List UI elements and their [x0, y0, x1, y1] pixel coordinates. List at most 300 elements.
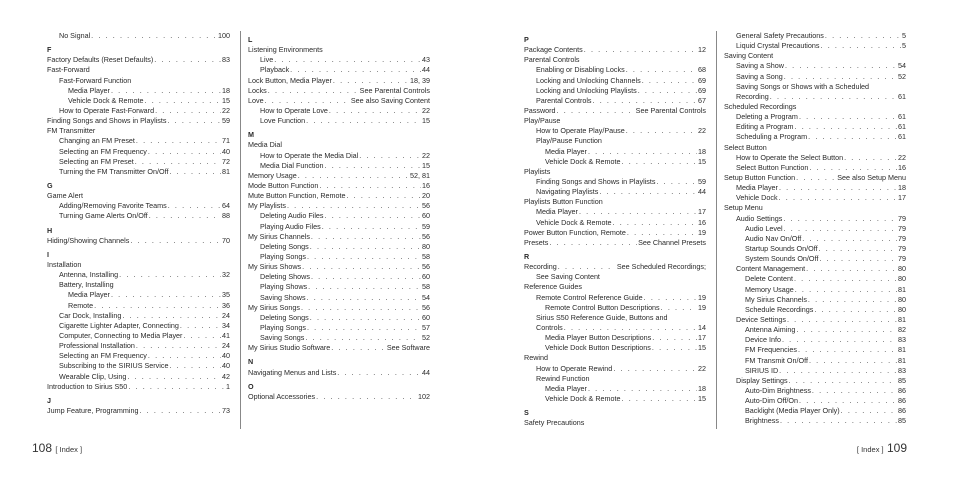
index-entry-term: How to Operate the Media Dial	[260, 150, 359, 160]
index-entry-term: Introduction to Sirius S50	[47, 381, 128, 391]
index-entry-page-ref: 40	[222, 361, 230, 371]
index-dot-leader	[787, 315, 897, 325]
index-dot-leader	[784, 224, 897, 234]
index-entry-term: Playback	[260, 65, 290, 75]
index-letter-heading: L	[248, 35, 253, 44]
index-entry	[724, 274, 906, 284]
index-entry-term: Select Button	[724, 142, 767, 152]
index-letter-heading: P	[524, 35, 529, 44]
index-entry-page-ref: 17	[698, 333, 706, 343]
index-dot-leader	[783, 214, 897, 224]
index-dot-leader	[139, 406, 221, 416]
index-entry	[524, 157, 706, 167]
index-entry-page-ref: 15	[698, 393, 706, 403]
index-entry-term: My Sirius Songs	[248, 302, 300, 312]
index-entry-page-ref: 22	[422, 150, 430, 160]
index-entry-term: Backlight (Media Player Only)	[745, 406, 840, 416]
index-entry	[47, 157, 230, 167]
index-dot-leader	[136, 341, 221, 351]
index-entry	[248, 116, 430, 126]
index-letter-heading: G	[47, 180, 53, 190]
index-dot-leader	[155, 106, 221, 116]
index-entry	[47, 260, 230, 270]
index-entry-page-ref: 18, 39	[410, 75, 430, 85]
index-dot-leader	[613, 364, 697, 374]
index-entry-page-ref: 58	[422, 282, 430, 292]
index-entry-page-ref: See also Saving Content	[350, 95, 430, 105]
index-entry	[524, 313, 706, 323]
index-entry-term: Computer, Connecting to Media Player	[59, 330, 183, 340]
index-dot-leader	[779, 193, 897, 203]
index-letter-heading: M	[248, 130, 254, 140]
index-dot-leader	[319, 181, 421, 191]
index-entry-term: Safety Precautions	[524, 418, 585, 428]
index-entry-term: Saving Content	[724, 51, 774, 61]
index-entry-term: Media Player	[68, 290, 110, 300]
index-entry-page-ref: 59	[698, 176, 706, 186]
index-entry-term: Deleting Shows	[260, 272, 310, 282]
right-page-footer	[857, 441, 907, 455]
index-entry	[724, 356, 906, 366]
index-entry-term: FM Transmitter	[47, 126, 96, 136]
index-dot-leader	[122, 311, 221, 321]
index-entry-page-ref: 44	[698, 187, 706, 197]
index-entry	[524, 167, 706, 177]
index-entry	[248, 222, 430, 232]
index-entry	[524, 343, 706, 353]
index-entry-term: Love	[248, 95, 264, 105]
index-entry-term: Media Dial	[248, 140, 282, 150]
index-entry-page-ref: 19	[698, 292, 706, 302]
index-entry-page-ref: 69	[698, 85, 706, 95]
index-entry	[524, 45, 706, 55]
index-entry-page-ref: 56	[422, 302, 430, 312]
index-dot-leader	[557, 106, 635, 116]
index-entry-page-ref: 82	[898, 325, 906, 335]
index-entry	[47, 301, 230, 311]
index-dot-leader	[622, 157, 697, 167]
index-dot-leader	[316, 392, 417, 402]
index-entry	[724, 72, 906, 82]
index-dot-leader	[808, 132, 897, 142]
index-entry-term: Adding/Removing Favorite Teams	[59, 201, 167, 211]
index-entry-page-ref: 79	[898, 233, 906, 243]
index-entry-page-ref: 58	[422, 251, 430, 261]
index-entry-term: Auto-Dim Brightness	[745, 385, 811, 395]
index-entry-term: Play/Pause Function	[536, 136, 602, 146]
index-entry-term: Fast-Forward	[47, 65, 90, 75]
index-entry	[724, 92, 906, 102]
index-entry	[47, 290, 230, 300]
index-entry-page-ref: 81	[898, 314, 906, 324]
index-dot-leader	[128, 382, 225, 392]
index-dot-leader	[169, 167, 221, 177]
index-entry-page-ref: 86	[898, 396, 906, 406]
index-entry-term: Device Settings	[736, 314, 786, 324]
index-entry-term: Parental Controls	[524, 55, 580, 65]
index-dot-leader	[333, 76, 409, 86]
index-entry	[524, 136, 706, 146]
index-entry	[524, 207, 706, 217]
index-entry	[524, 96, 706, 106]
index-dot-leader	[149, 211, 221, 221]
index-entry-page-ref: 22	[222, 105, 230, 115]
index-dot-leader	[789, 376, 897, 386]
index-dot-leader	[661, 303, 697, 313]
index-entry	[724, 396, 906, 406]
index-entry	[47, 167, 230, 177]
index-entry-term: Mute Button Function, Remote	[248, 191, 346, 201]
index-dot-leader	[111, 86, 221, 96]
index-dot-leader	[268, 86, 359, 96]
index-dot-leader	[307, 323, 421, 333]
index-entry-term: Recording	[524, 262, 557, 272]
index-entry-term: No Signal	[59, 31, 91, 40]
index-entry-page-ref: 56	[422, 201, 430, 211]
index-entry-term: Turning Game Alerts On/Off	[59, 211, 148, 221]
index-entry-term: Locking and Unlocking Channels	[536, 75, 641, 85]
index-dot-leader	[821, 41, 902, 51]
index-dot-leader	[799, 396, 897, 406]
index-entry	[724, 51, 906, 61]
index-entry-page-ref: See Parental Controls	[635, 105, 706, 115]
index-dot-leader	[779, 183, 897, 193]
index-dot-leader	[795, 285, 897, 295]
index-entry-term: Listening Environments	[248, 45, 323, 55]
index-entry-page-ref: 15	[422, 116, 430, 126]
index-entry-page-ref: 79	[898, 243, 906, 253]
index-entry-page-ref: 40	[222, 351, 230, 361]
index-letter-heading: I	[47, 249, 49, 259]
index-entry	[724, 112, 906, 122]
index-entry	[524, 418, 706, 428]
index-entry	[248, 65, 430, 75]
index-entry-page-ref: 44	[422, 65, 430, 75]
index-entry-term: Subscribing to the SIRIUS Service	[59, 361, 169, 371]
index-dot-leader	[169, 361, 221, 371]
index-dot-leader	[301, 303, 421, 313]
index-dot-leader	[329, 106, 421, 116]
left-page-number: 108	[32, 441, 53, 455]
index-entry-term: Navigating Menus and Lists	[248, 367, 337, 377]
index-entry-page-ref: 54	[422, 292, 430, 302]
index-entry-term: FM Frequencies	[745, 345, 797, 355]
index-entry-term: Fast-Forward Function	[59, 75, 132, 85]
index-entry-page-ref: 19	[698, 227, 706, 237]
index-dot-leader	[154, 55, 221, 65]
index-entry-page-ref: 69	[698, 75, 706, 85]
index-entry-page-ref: 18	[222, 85, 230, 95]
index-entry-page-ref: 18	[698, 383, 706, 393]
index-entry-page-ref: 22	[698, 126, 706, 136]
index-entry-page-ref: 83	[898, 335, 906, 345]
index-entry	[524, 364, 706, 374]
index-dot-leader	[265, 96, 350, 106]
index-entry-page-ref: 81	[222, 166, 230, 176]
index-entry-page-ref: 61	[898, 122, 906, 132]
index-entry-term: Game Alert	[47, 191, 83, 201]
index-entry-term: Cigarette Lighter Adapter, Connecting	[59, 320, 179, 330]
index-entry-term: My Playlists	[248, 201, 286, 211]
index-entry-term: Liquid Crystal Precautions	[736, 41, 820, 51]
index-entry-term: Scheduled Recordings	[724, 101, 797, 111]
index-entry	[724, 386, 906, 396]
index-letter-heading: J	[47, 395, 51, 405]
index-entry	[724, 315, 906, 325]
index-entry	[724, 193, 906, 203]
index-entry	[724, 61, 906, 71]
index-letter-heading: N	[248, 357, 254, 367]
index-entry	[524, 323, 706, 333]
index-entry-term: Installation	[47, 259, 82, 269]
index-entry-term: Brightness	[745, 416, 779, 426]
index-entry-page-ref: 80	[422, 241, 430, 251]
index-dot-leader	[599, 187, 697, 197]
index-dot-leader	[148, 147, 221, 157]
index-entry-page-ref: 40	[222, 146, 230, 156]
index-entry-term: Rewind	[524, 353, 548, 363]
index-entry-term: Navigating Playlists	[536, 187, 599, 197]
index-entry-term: Antenna, Installing	[59, 270, 119, 280]
index-entry-page-ref: 15	[222, 95, 230, 105]
index-dot-leader	[644, 293, 697, 303]
index-entry-term: Play/Pause	[524, 116, 561, 126]
index-entry-term: Deleting Songs	[260, 312, 309, 322]
index-entry-page-ref: 18	[898, 183, 906, 193]
index-entry	[248, 242, 430, 252]
index-dot-leader	[809, 356, 897, 366]
index-dot-leader	[799, 112, 897, 122]
index-entry	[47, 382, 230, 392]
index-entry	[248, 333, 430, 343]
index-entry-term: Live	[260, 55, 274, 65]
index-entry-term: How to Operate Rewind	[536, 363, 613, 373]
index-entry	[248, 368, 430, 378]
index-dot-leader	[308, 282, 421, 292]
index-letter-heading: R	[524, 251, 530, 261]
index-entry-term: Remote	[68, 300, 94, 310]
right-page-number: 109	[886, 441, 907, 455]
index-entry-term: Package Contents	[524, 45, 583, 55]
index-dot-leader	[322, 222, 421, 232]
index-entry-page-ref: 79	[898, 254, 906, 264]
index-entry	[724, 183, 906, 193]
index-entry-page-ref: 56	[422, 231, 430, 241]
index-entry-term: How to Operate Play/Pause	[536, 126, 625, 136]
index-entry-term: Playlists	[524, 166, 551, 176]
index-entry-term: Antenna Aiming	[745, 325, 796, 335]
index-entry-page-ref: 100	[218, 31, 230, 40]
index-entry-page-ref: 86	[898, 385, 906, 395]
index-entry-page-ref: 20	[422, 191, 430, 201]
index-entry-term: Vehicle Dock & Remote	[545, 156, 621, 166]
index-entry-page-ref: 64	[222, 201, 230, 211]
index-entry	[47, 321, 230, 331]
index-entry-term: Media Player Button Descriptions	[545, 333, 652, 343]
index-entry	[724, 305, 906, 315]
index-entry-term: Playing Songs	[260, 251, 306, 261]
index-entry	[724, 143, 906, 153]
index-entry	[248, 262, 430, 272]
index-dot-leader	[298, 171, 409, 181]
index-entry-term: Vehicle Dock & Remote	[545, 393, 621, 403]
index-dot-leader	[844, 153, 897, 163]
index-entry-page-ref: 16	[698, 217, 706, 227]
index-dot-leader	[167, 116, 221, 126]
index-letter-heading: S	[524, 408, 529, 418]
index-entry-term: Selecting an FM Frequency	[59, 146, 147, 156]
index-entry	[47, 147, 230, 157]
index-entry-term: Saving a Show	[736, 61, 784, 71]
index-dot-leader	[183, 331, 221, 341]
index-entry	[724, 31, 906, 41]
index-entry-term: Presets	[524, 237, 549, 247]
index-entry-page-ref: 16	[422, 180, 430, 190]
index-entry-page-ref: 15	[698, 343, 706, 353]
index-entry	[724, 102, 906, 112]
left-page-column-2	[248, 31, 430, 402]
index-entry-term: Sirius S50 Reference Guide, Buttons and	[536, 312, 668, 322]
index-entry	[724, 122, 906, 132]
index-dot-leader	[627, 228, 697, 238]
index-entry	[724, 234, 906, 244]
index-entry	[248, 86, 430, 96]
index-entry-page-ref: 73	[222, 405, 230, 415]
left-page-column-1	[47, 31, 230, 416]
index-entry-term: See Saving Content	[536, 272, 600, 282]
index-entry	[248, 45, 430, 55]
index-entry	[248, 313, 430, 323]
index-entry-page-ref: 60	[422, 272, 430, 282]
index-entry-term: Audio Nav On/Off	[745, 233, 802, 243]
index-entry-term: Saving a Song	[736, 71, 783, 81]
index-entry	[724, 345, 906, 355]
index-entry	[47, 211, 230, 221]
index-entry-page-ref: 22	[898, 152, 906, 162]
index-entry	[724, 132, 906, 142]
index-entry-term: Media Dial Function	[260, 160, 324, 170]
index-entry	[524, 218, 706, 228]
index-entry-term: Wearable Clip, Using	[59, 371, 127, 381]
index-dot-leader	[564, 323, 697, 333]
index-dot-leader	[802, 234, 897, 244]
index-entry	[724, 244, 906, 254]
index-entry-term: Password	[524, 105, 556, 115]
index-entry-page-ref: 32	[222, 270, 230, 280]
index-entry-page-ref: 15	[698, 156, 706, 166]
index-entry	[47, 270, 230, 280]
index-entry-term: Deleting Audio Files	[260, 211, 324, 221]
index-entry-page-ref: 79	[898, 213, 906, 223]
left-page-section-label: [ Index ]	[55, 445, 83, 454]
index-entry	[524, 333, 706, 343]
index-entry-term: Love Function	[260, 116, 306, 126]
index-dot-leader	[652, 333, 697, 343]
index-dot-leader	[794, 274, 897, 284]
index-entry-page-ref: See also Setup Menu	[837, 172, 906, 182]
index-entry	[248, 392, 430, 402]
index-entry	[248, 76, 430, 86]
index-entry	[248, 191, 430, 201]
index-entry	[47, 351, 230, 361]
index-entry-term: My Sirius Shows	[248, 262, 302, 272]
index-entry	[524, 282, 706, 292]
index-dot-leader	[784, 72, 897, 82]
index-entry-page-ref: 83	[898, 365, 906, 375]
index-dot-leader	[642, 76, 697, 86]
index-entry-term: How to Operate Love	[260, 105, 328, 115]
index-entry	[248, 232, 430, 242]
index-entry-page-ref: 72	[222, 156, 230, 166]
index-entry-term: Selecting an FM Preset	[59, 156, 134, 166]
index-entry-term: Vehicle Dock & Remote	[68, 95, 144, 105]
left-page-footer	[32, 441, 82, 455]
index-dot-leader	[274, 55, 421, 65]
index-entry-term: Media Player	[536, 207, 578, 217]
index-entry-page-ref: 22	[698, 363, 706, 373]
index-dot-leader	[613, 218, 697, 228]
index-entry	[47, 96, 230, 106]
index-entry	[47, 136, 230, 146]
index-entry-page-ref: 86	[898, 406, 906, 416]
index-dot-leader	[325, 161, 421, 171]
index-entry	[248, 161, 430, 171]
index-entry	[524, 187, 706, 197]
index-entry-page-ref: 34	[222, 320, 230, 330]
index-entry-page-ref: 1	[226, 381, 230, 391]
index-entry	[524, 116, 706, 126]
index-entry-page-ref: 24	[222, 310, 230, 320]
index-dot-leader	[310, 242, 421, 252]
index-entry	[524, 394, 706, 404]
index-entry	[524, 147, 706, 157]
index-entry	[248, 106, 430, 116]
index-entry	[724, 254, 906, 264]
index-entry-term: Hiding/Showing Channels	[47, 235, 130, 245]
index-entry-term: Changing an FM Preset	[59, 136, 135, 146]
index-entry	[248, 201, 430, 211]
index-entry	[248, 171, 430, 181]
index-entry	[724, 214, 906, 224]
index-entry	[47, 280, 230, 290]
index-entry	[248, 211, 430, 221]
index-entry	[47, 372, 230, 382]
index-entry	[47, 311, 230, 321]
index-entry-page-ref: 81	[898, 284, 906, 294]
index-dot-leader	[785, 61, 897, 71]
index-dot-leader	[579, 207, 697, 217]
index-entry-page-ref: 61	[898, 91, 906, 101]
index-entry-term: Schedule Recordings	[745, 304, 814, 314]
index-entry-term: Controls	[536, 322, 563, 332]
index-dot-leader	[119, 270, 221, 280]
index-dot-leader	[584, 45, 697, 55]
index-entry-term: Turning the FM Transmitter On/Off	[59, 166, 169, 176]
index-entry-term: Device Info	[745, 335, 781, 345]
index-dot-leader	[782, 335, 897, 345]
index-entry-term: Vehicle Dock Button Descriptions	[545, 343, 651, 353]
index-entry-page-ref: 15	[422, 160, 430, 170]
index-entry	[47, 31, 230, 41]
index-entry	[248, 303, 430, 313]
index-entry-term: SIRIUS ID	[745, 365, 779, 375]
index-dot-leader	[127, 372, 221, 382]
index-dot-leader	[622, 394, 697, 404]
index-entry-page-ref: 43	[422, 55, 430, 65]
index-entry-term: Locks	[248, 85, 267, 95]
index-entry	[524, 76, 706, 86]
index-entry-page-ref: 57	[422, 322, 430, 332]
